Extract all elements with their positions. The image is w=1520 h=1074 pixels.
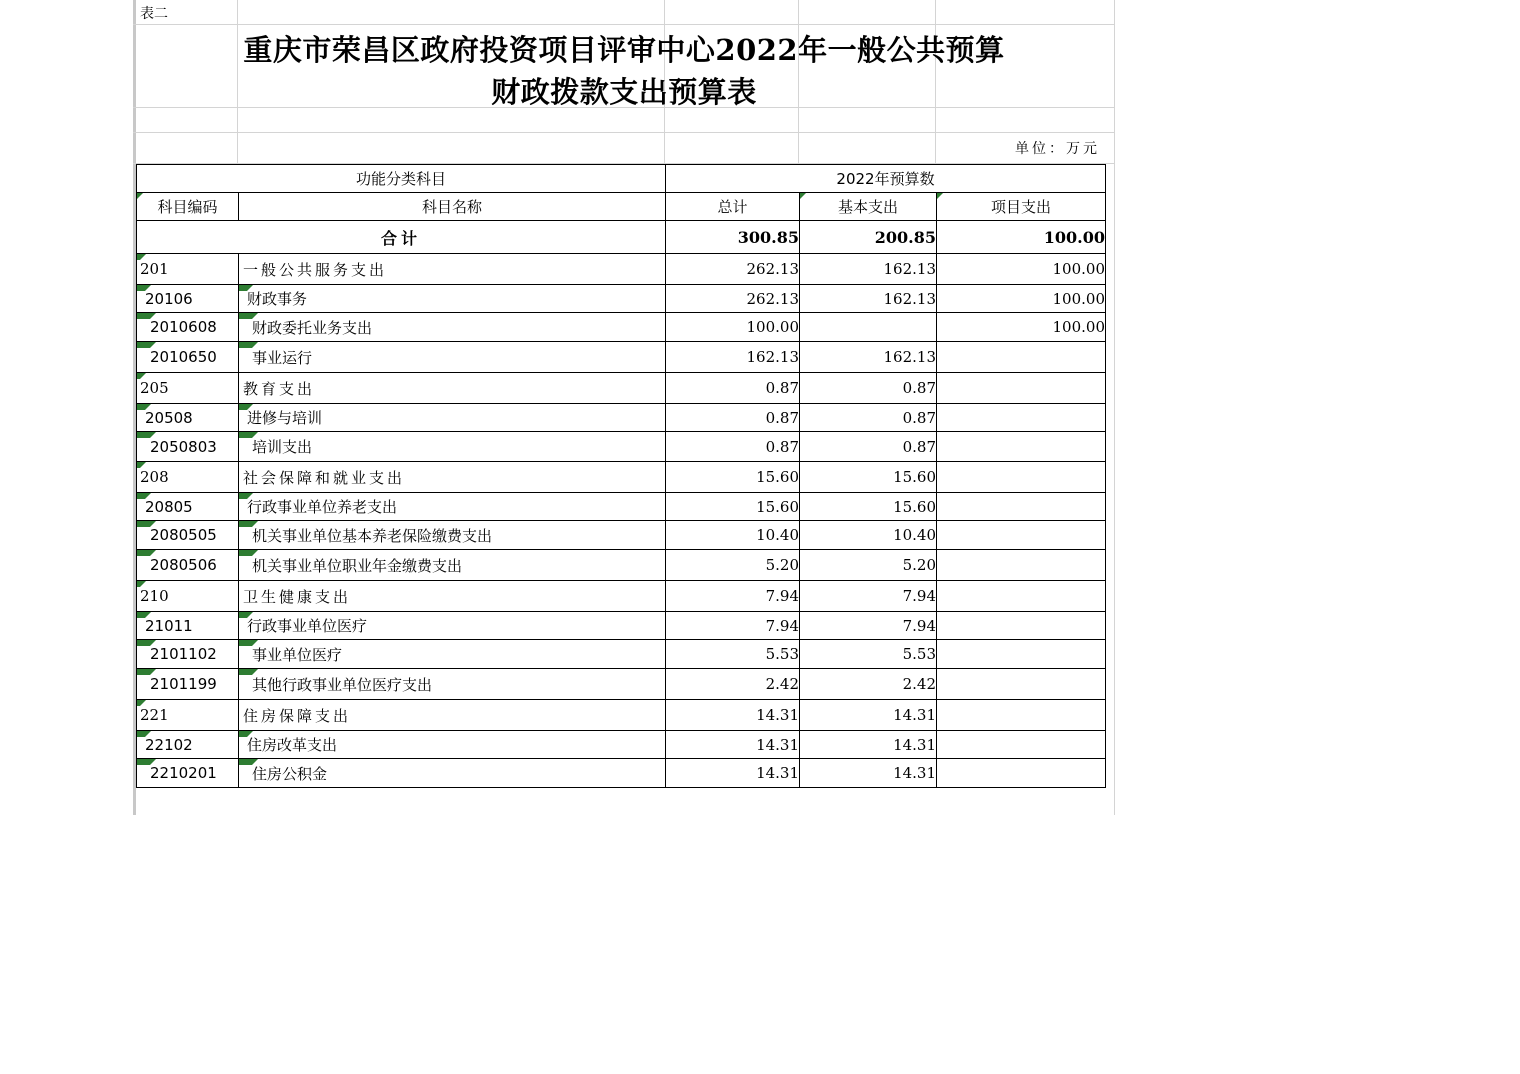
header-category: 功能分类科目	[137, 165, 666, 193]
header-code: 科目编码	[137, 193, 239, 221]
row-code: 2210201	[137, 759, 239, 788]
row-project	[937, 521, 1106, 550]
cell-flag-icon	[137, 521, 156, 527]
row-code: 21011	[137, 612, 239, 640]
row-name: 其他行政事业单位医疗支出	[239, 669, 666, 700]
table-row	[137, 550, 1106, 581]
cell-flag-icon	[239, 669, 258, 675]
row-basic: 0.87	[800, 373, 937, 404]
row-code: 221	[137, 700, 239, 731]
cell-flag-icon	[137, 731, 151, 737]
row-project	[937, 581, 1106, 612]
table-row	[137, 432, 1106, 462]
header-row-2	[137, 193, 1106, 221]
row-total: 14.31	[666, 759, 800, 788]
row-project: 100.00	[937, 285, 1106, 313]
row-basic: 7.94	[800, 612, 937, 640]
cell-flag-icon	[137, 193, 143, 199]
header-total: 总计	[666, 193, 800, 221]
total-total: 300.85	[666, 221, 800, 254]
cell-flag-icon	[239, 342, 258, 348]
row-project	[937, 550, 1106, 581]
row-basic: 5.20	[800, 550, 937, 581]
table-row	[137, 313, 1106, 342]
row-name: 教育支出	[239, 373, 666, 404]
header-basic: 基本支出	[800, 193, 937, 221]
table-row	[137, 254, 1106, 285]
cell-flag-icon	[137, 759, 156, 765]
grid-col-line	[1114, 0, 1115, 815]
row-basic: 162.13	[800, 285, 937, 313]
cell-flag-icon	[137, 493, 151, 499]
row-code: 20508	[137, 404, 239, 432]
row-code: 22102	[137, 731, 239, 759]
cell-flag-icon	[137, 669, 156, 675]
cell-flag-icon	[239, 612, 253, 618]
row-project	[937, 700, 1106, 731]
row-name: 财政委托业务支出	[239, 313, 666, 342]
row-code: 2050803	[137, 432, 239, 462]
row-project	[937, 342, 1106, 373]
row-total: 5.20	[666, 550, 800, 581]
cell-flag-icon	[239, 285, 253, 291]
row-code: 2080506	[137, 550, 239, 581]
table-row	[137, 581, 1106, 612]
cell-flag-icon	[239, 493, 253, 499]
row-project	[937, 493, 1106, 521]
row-project	[937, 731, 1106, 759]
row-name: 机关事业单位职业年金缴费支出	[239, 550, 666, 581]
row-total: 7.94	[666, 581, 800, 612]
row-basic: 0.87	[800, 432, 937, 462]
row-project	[937, 404, 1106, 432]
row-basic: 10.40	[800, 521, 937, 550]
row-basic: 7.94	[800, 581, 937, 612]
cell-flag-icon	[239, 313, 258, 319]
row-code: 20805	[137, 493, 239, 521]
cell-flag-icon	[137, 700, 146, 706]
row-basic: 14.31	[800, 731, 937, 759]
row-name: 一般公共服务支出	[239, 254, 666, 285]
row-name: 进修与培训	[239, 404, 666, 432]
cell-flag-icon	[137, 612, 151, 618]
row-project	[937, 669, 1106, 700]
row-total: 2.42	[666, 669, 800, 700]
cell-flag-icon	[239, 640, 258, 646]
row-total: 0.87	[666, 404, 800, 432]
row-name: 住房保障支出	[239, 700, 666, 731]
total-label: 合计	[137, 221, 666, 254]
total-project: 100.00	[937, 221, 1106, 254]
row-basic	[800, 313, 937, 342]
cell-flag-icon	[239, 550, 258, 556]
table-row	[137, 285, 1106, 313]
row-total: 5.53	[666, 640, 800, 669]
row-basic: 162.13	[800, 342, 937, 373]
row-code: 208	[137, 462, 239, 493]
row-name: 培训支出	[239, 432, 666, 462]
row-total: 262.13	[666, 285, 800, 313]
budget-rows	[137, 254, 1106, 788]
cell-flag-icon	[137, 404, 151, 410]
row-basic: 15.60	[800, 462, 937, 493]
row-project	[937, 759, 1106, 788]
row-basic: 2.42	[800, 669, 937, 700]
page-title-line2: 财政拨款支出预算表	[491, 75, 757, 109]
cell-flag-icon	[239, 759, 258, 765]
cell-flag-icon	[137, 432, 156, 438]
row-total: 10.40	[666, 521, 800, 550]
cell-flag-icon	[137, 313, 156, 319]
row-code: 2101199	[137, 669, 239, 700]
row-project	[937, 462, 1106, 493]
total-row	[137, 221, 1106, 254]
row-code: 2010650	[137, 342, 239, 373]
table-row	[137, 521, 1106, 550]
cell-flag-icon	[137, 342, 156, 348]
row-total: 262.13	[666, 254, 800, 285]
table-row	[137, 700, 1106, 731]
table-row	[137, 669, 1106, 700]
row-code: 2101102	[137, 640, 239, 669]
cell-flag-icon	[137, 373, 146, 379]
row-name: 财政事务	[239, 285, 666, 313]
row-name: 事业单位医疗	[239, 640, 666, 669]
table-row	[137, 759, 1106, 788]
row-name: 机关事业单位基本养老保险缴费支出	[239, 521, 666, 550]
row-name: 卫生健康支出	[239, 581, 666, 612]
row-project	[937, 640, 1106, 669]
table-row	[137, 493, 1106, 521]
row-basic: 162.13	[800, 254, 937, 285]
cell-flag-icon	[137, 285, 151, 291]
table-row	[137, 404, 1106, 432]
row-project	[937, 612, 1106, 640]
table-row	[137, 462, 1106, 493]
row-total: 15.60	[666, 493, 800, 521]
table-row	[137, 612, 1106, 640]
row-project	[937, 373, 1106, 404]
cell-flag-icon	[239, 404, 253, 410]
row-total: 0.87	[666, 432, 800, 462]
grid-row-line	[133, 24, 1115, 25]
row-code: 2010608	[137, 313, 239, 342]
unit-label: 单位：万元	[1015, 141, 1100, 157]
cell-flag-icon	[137, 462, 146, 468]
budget-table	[136, 164, 1106, 788]
row-name: 住房公积金	[239, 759, 666, 788]
row-code: 20106	[137, 285, 239, 313]
total-basic: 200.85	[800, 221, 937, 254]
cell-flag-icon	[137, 254, 146, 260]
cell-flag-icon	[137, 640, 156, 646]
row-name: 事业运行	[239, 342, 666, 373]
row-name: 行政事业单位养老支出	[239, 493, 666, 521]
row-project	[937, 432, 1106, 462]
row-total: 14.31	[666, 731, 800, 759]
table-row	[137, 373, 1106, 404]
row-basic: 5.53	[800, 640, 937, 669]
row-project: 100.00	[937, 254, 1106, 285]
row-total: 15.60	[666, 462, 800, 493]
header-row-1	[137, 165, 1106, 193]
row-name: 行政事业单位医疗	[239, 612, 666, 640]
row-name: 社会保障和就业支出	[239, 462, 666, 493]
page-title-line1: 重庆市荣昌区政府投资项目评审中心2022年一般公共预算	[243, 33, 1005, 67]
sheet-label: 表二	[140, 6, 168, 22]
row-code: 201	[137, 254, 239, 285]
grid-row-line	[133, 132, 1115, 133]
header-name: 科目名称	[239, 193, 666, 221]
header-budget: 2022年预算数	[666, 165, 1106, 193]
row-code: 205	[137, 373, 239, 404]
table-row	[137, 731, 1106, 759]
row-project: 100.00	[937, 313, 1106, 342]
row-basic: 0.87	[800, 404, 937, 432]
row-basic: 14.31	[800, 700, 937, 731]
cell-flag-icon	[137, 550, 156, 556]
row-total: 14.31	[666, 700, 800, 731]
row-total: 162.13	[666, 342, 800, 373]
row-basic: 15.60	[800, 493, 937, 521]
cell-flag-icon	[239, 521, 258, 527]
cell-flag-icon	[137, 581, 146, 587]
row-basic: 14.31	[800, 759, 937, 788]
row-total: 7.94	[666, 612, 800, 640]
row-total: 0.87	[666, 373, 800, 404]
row-code: 210	[137, 581, 239, 612]
row-code: 2080505	[137, 521, 239, 550]
cell-flag-icon	[937, 193, 943, 199]
row-total: 100.00	[666, 313, 800, 342]
row-name: 住房改革支出	[239, 731, 666, 759]
table-row	[137, 342, 1106, 373]
table-row	[137, 640, 1106, 669]
cell-flag-icon	[800, 193, 806, 199]
header-project: 项目支出	[937, 193, 1106, 221]
cell-flag-icon	[239, 432, 258, 438]
cell-flag-icon	[239, 731, 253, 737]
